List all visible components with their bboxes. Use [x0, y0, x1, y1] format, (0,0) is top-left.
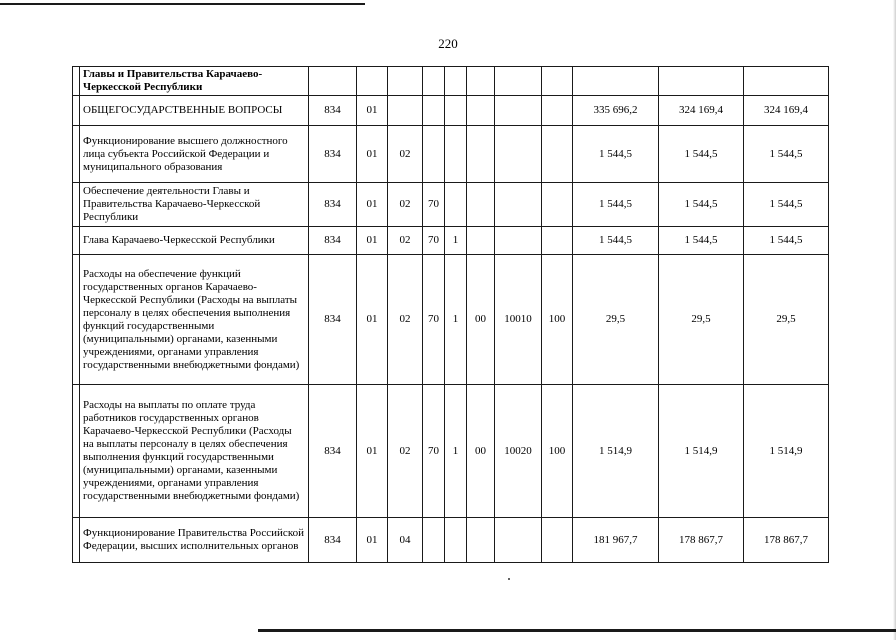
- activity-code-cell: [467, 518, 495, 563]
- section-code-cell: [357, 67, 388, 96]
- expense-type-cell: [542, 96, 573, 126]
- amount-year-2-cell: 1 544,5: [659, 227, 744, 255]
- activity-code-cell: 00: [467, 255, 495, 385]
- program-code-cell: 70: [423, 385, 445, 518]
- row-gutter-cell: [73, 227, 80, 255]
- direction-code-cell: [495, 518, 542, 563]
- section-code-cell: 01: [357, 255, 388, 385]
- budget-table: [72, 66, 829, 563]
- table-row: [73, 126, 829, 183]
- amount-year-2-cell: 324 169,4: [659, 96, 744, 126]
- expense-name-cell: Расходы на выплаты по оплате труда работников государственных органов Карачаево-Черкесской Республики (Расходы на выплаты персоналу в целях обеспечения выполнения функций государственными (муниципальными) органами, казенными учреждениями, органами управления государственными внебюджетными фондами): [80, 385, 309, 518]
- subsection-code-cell: 04: [388, 518, 423, 563]
- subprogram-code-cell: [445, 67, 467, 96]
- expense-name-cell: Функционирование высшего должностного лица субъекта Российской Федерации и муниципального образования: [80, 126, 309, 183]
- section-code-cell: 01: [357, 126, 388, 183]
- amount-year-2-cell: 1 514,9: [659, 385, 744, 518]
- row-gutter-cell: [73, 183, 80, 227]
- subsection-code-cell: 02: [388, 385, 423, 518]
- program-code-cell: [423, 67, 445, 96]
- subsection-code-cell: 02: [388, 227, 423, 255]
- ministry-code-cell: 834: [309, 255, 357, 385]
- expense-name-cell: Глава Карачаево-Черкесской Республики: [80, 227, 309, 255]
- row-gutter-cell: [73, 518, 80, 563]
- section-code-cell: 01: [357, 96, 388, 126]
- direction-code-cell: 10020: [495, 385, 542, 518]
- table-row: [73, 96, 829, 126]
- expense-type-cell: 100: [542, 385, 573, 518]
- subsection-code-cell: [388, 67, 423, 96]
- amount-year-2-cell: 29,5: [659, 255, 744, 385]
- program-code-cell: [423, 518, 445, 563]
- ministry-code-cell: 834: [309, 385, 357, 518]
- amount-year-3-cell: 29,5: [744, 255, 829, 385]
- expense-type-cell: [542, 518, 573, 563]
- activity-code-cell: 00: [467, 385, 495, 518]
- subprogram-code-cell: 1: [445, 227, 467, 255]
- activity-code-cell: [467, 67, 495, 96]
- activity-code-cell: [467, 126, 495, 183]
- expense-name-cell: Расходы на обеспечение функций государственных органов Карачаево-Черкесской Республики (Расходы на выплаты персоналу в целях обеспечения выполнения функций государственными (муниципальными) органами, казенными учреждениями, органами управления государственными внебюджетными фондами): [80, 255, 309, 385]
- ministry-code-cell: 834: [309, 227, 357, 255]
- program-code-cell: [423, 96, 445, 126]
- amount-year-2-cell: 1 544,5: [659, 183, 744, 227]
- expense-type-cell: [542, 183, 573, 227]
- amount-year-2-cell: 1 544,5: [659, 126, 744, 183]
- subprogram-code-cell: [445, 518, 467, 563]
- section-code-cell: 01: [357, 385, 388, 518]
- table-row: [73, 183, 829, 227]
- amount-year-1-cell: 1 544,5: [573, 183, 659, 227]
- subprogram-code-cell: [445, 126, 467, 183]
- subprogram-code-cell: 1: [445, 385, 467, 518]
- ministry-code-cell: 834: [309, 126, 357, 183]
- expense-type-cell: 100: [542, 255, 573, 385]
- subsection-code-cell: [388, 96, 423, 126]
- activity-code-cell: [467, 183, 495, 227]
- direction-code-cell: [495, 96, 542, 126]
- amount-year-3-cell: 1 544,5: [744, 126, 829, 183]
- amount-year-1-cell: 335 696,2: [573, 96, 659, 126]
- subprogram-code-cell: [445, 183, 467, 227]
- amount-year-3-cell: 178 867,7: [744, 518, 829, 563]
- amount-year-1-cell: 181 967,7: [573, 518, 659, 563]
- subprogram-code-cell: [445, 96, 467, 126]
- row-gutter-cell: [73, 126, 80, 183]
- amount-year-3-cell: 1 544,5: [744, 227, 829, 255]
- ministry-code-cell: 834: [309, 183, 357, 227]
- amount-year-2-cell: 178 867,7: [659, 518, 744, 563]
- direction-code-cell: [495, 126, 542, 183]
- direction-code-cell: [495, 227, 542, 255]
- scan-speck: [508, 578, 510, 580]
- section-code-cell: 01: [357, 518, 388, 563]
- amount-year-1-cell: [573, 67, 659, 96]
- table-row-section-title: [73, 67, 829, 96]
- row-gutter-cell: [73, 385, 80, 518]
- expense-name-cell: Главы и Правительства Карачаево-Черкесской Республики: [80, 67, 309, 96]
- ministry-code-cell: 834: [309, 518, 357, 563]
- scan-border-bottom: [258, 629, 896, 632]
- amount-year-1-cell: 1 544,5: [573, 126, 659, 183]
- section-code-cell: 01: [357, 227, 388, 255]
- table-row: [73, 518, 829, 563]
- amount-year-1-cell: 1 544,5: [573, 227, 659, 255]
- row-gutter-cell: [73, 255, 80, 385]
- expense-type-cell: [542, 126, 573, 183]
- expense-type-cell: [542, 67, 573, 96]
- amount-year-2-cell: [659, 67, 744, 96]
- amount-year-3-cell: 324 169,4: [744, 96, 829, 126]
- program-code-cell: [423, 126, 445, 183]
- expense-type-cell: [542, 227, 573, 255]
- direction-code-cell: [495, 67, 542, 96]
- table-row: [73, 227, 829, 255]
- ministry-code-cell: [309, 67, 357, 96]
- activity-code-cell: [467, 96, 495, 126]
- program-code-cell: 70: [423, 255, 445, 385]
- amount-year-3-cell: 1 514,9: [744, 385, 829, 518]
- program-code-cell: 70: [423, 183, 445, 227]
- subsection-code-cell: 02: [388, 126, 423, 183]
- table-row: [73, 255, 829, 385]
- expense-name-cell: Обеспечение деятельности Главы и Правительства Карачаево-Черкесской Республики: [80, 183, 309, 227]
- subprogram-code-cell: 1: [445, 255, 467, 385]
- amount-year-3-cell: 1 544,5: [744, 183, 829, 227]
- expense-name-cell: Функционирование Правительства Российской Федерации, высших исполнительных органов: [80, 518, 309, 563]
- amount-year-1-cell: 29,5: [573, 255, 659, 385]
- table-row: [73, 385, 829, 518]
- direction-code-cell: 10010: [495, 255, 542, 385]
- subsection-code-cell: 02: [388, 255, 423, 385]
- subsection-code-cell: 02: [388, 183, 423, 227]
- scan-border-top: [0, 3, 365, 5]
- expense-name-cell: ОБЩЕГОСУДАРСТВЕННЫЕ ВОПРОСЫ: [80, 96, 309, 126]
- row-gutter-cell: [73, 67, 80, 96]
- section-code-cell: 01: [357, 183, 388, 227]
- program-code-cell: 70: [423, 227, 445, 255]
- page-number: 220: [438, 36, 458, 51]
- row-gutter-cell: [73, 96, 80, 126]
- amount-year-3-cell: [744, 67, 829, 96]
- direction-code-cell: [495, 183, 542, 227]
- ministry-code-cell: 834: [309, 96, 357, 126]
- activity-code-cell: [467, 227, 495, 255]
- amount-year-1-cell: 1 514,9: [573, 385, 659, 518]
